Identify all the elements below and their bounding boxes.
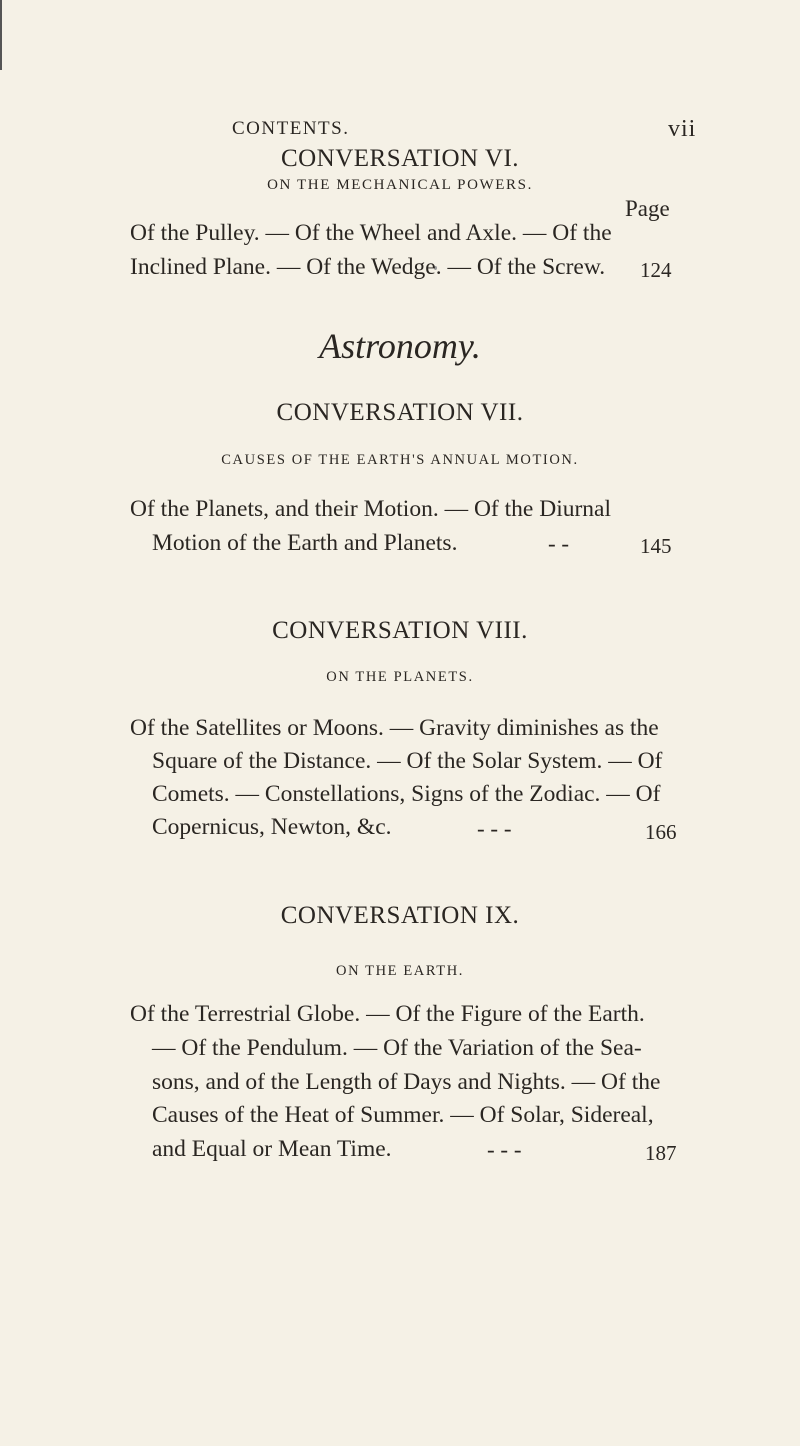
conversation-9-line-3: sons, and of the Length of Days and Nights. — Of the — [152, 1069, 661, 1095]
section-title: Astronomy. — [319, 326, 481, 366]
conversation-6-line-2: Inclined Plane. — Of the Wedge. — Of the Screw. — [130, 254, 606, 280]
conversation-7-line-1: Of the Planets, and their Motion. — Of the Diurnal — [130, 496, 612, 522]
conversation-8-page-number: 166 — [645, 820, 677, 844]
conversation-9-line-2: — Of the Pendulum. — Of the Variation of the Sea- — [152, 1035, 642, 1061]
conversation-9-line-1: Of the Terrestrial Globe. — Of the Figure of the Earth. — [130, 1001, 645, 1027]
conversation-7-heading: CONVERSATION VII. — [276, 399, 524, 426]
conversation-6-subheading: ON THE MECHANICAL POWERS. — [267, 177, 533, 193]
conversation-6-page-number: 124 — [640, 258, 672, 282]
conversation-7-line-2: Motion of the Earth and Planets. — [152, 530, 458, 556]
conversation-9-dot-leader: - - - — [487, 1137, 522, 1162]
conversation-9-subheading: ON THE EARTH. — [336, 963, 464, 979]
conversation-8-heading: CONVERSATION VIII. — [272, 617, 528, 644]
conversation-9-heading: CONVERSATION IX. — [280, 902, 520, 929]
conversation-7-dot-leader: - - — [548, 531, 570, 556]
conversation-9-line-4: Causes of the Heat of Summer. — Of Solar, Sidereal, — [152, 1102, 654, 1128]
conversation-8-line-1: Of the Satellites or Moons. — Gravity diminishes as the — [130, 715, 659, 741]
page-column-label: Page — [625, 196, 670, 221]
conversation-7-page-number: 145 — [640, 534, 672, 558]
conversation-9-page-number: 187 — [645, 1141, 677, 1165]
conversation-8-line-2: Square of the Distance. — Of the Solar System. — Of — [152, 748, 663, 774]
conversation-9-line-5: and Equal or Mean Time. — [152, 1136, 392, 1162]
conversation-6-line-1: Of the Pulley. — Of the Wheel and Axle. — Of the — [130, 220, 612, 246]
conversation-8-subheading: ON THE PLANETS. — [326, 669, 474, 685]
conversation-6-heading: CONVERSATION VI. — [280, 145, 520, 172]
conversation-7-subheading: CAUSES OF THE EARTH'S ANNUAL MOTION. — [221, 452, 579, 468]
page-folio: vii — [668, 116, 697, 142]
conversation-8-line-3: Comets. — Constellations, Signs of the Zodiac. — Of — [152, 781, 661, 807]
running-title: CONTENTS. — [232, 118, 350, 139]
conversation-8-dot-leader: - - - — [477, 816, 512, 841]
conversation-8-line-4: Copernicus, Newton, &c. — [152, 814, 392, 840]
binding-edge-mark — [0, 0, 2, 70]
